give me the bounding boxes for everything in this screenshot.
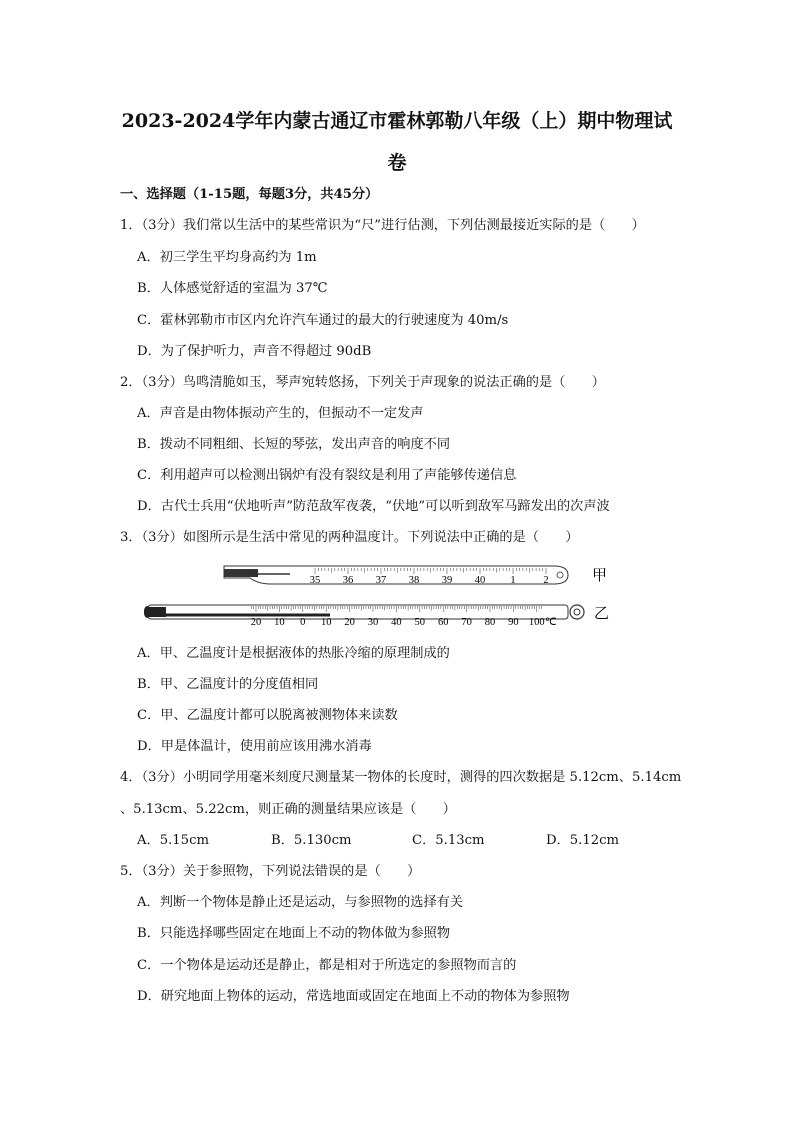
q2-option-b: B．拨动不同粗细、长短的琴弦，发出声音的响度不同 xyxy=(137,437,451,452)
lab-thermometer-yi xyxy=(144,605,584,628)
q1-option-b: B．人体感觉舒适的室温为 37℃ xyxy=(137,281,328,296)
jia-tick-label: 39 xyxy=(441,575,453,586)
yi-tick-label: ℃ xyxy=(544,617,557,628)
yi-tick-label: 60 xyxy=(437,617,449,628)
q5-option-a: A．判断一个物体是静止还是运动，与参照物的选择有关 xyxy=(137,895,464,910)
yi-tick-label: 20 xyxy=(250,617,262,628)
jia-tick-label: 35 xyxy=(309,575,321,586)
yi-tick-label: 0 xyxy=(300,617,306,628)
q4-stem-line1: 4．（3分）小明同学用毫米刻度尺测量某一物体的长度时，测得的四次数据是 5.12cm、5.14cm xyxy=(120,770,682,785)
thermometer-figure xyxy=(140,560,620,630)
yi-tick-label: 40 xyxy=(391,617,402,628)
jia-tick-label: 36 xyxy=(342,575,354,586)
q5-stem: 5．（3分）关于参照物，下列说法错误的是（ ） xyxy=(120,864,421,879)
yi-tick-label: 90 xyxy=(508,617,519,628)
q1-option-a: A．初三学生平均身高约为 1m xyxy=(137,250,317,265)
yi-tick-label: 50 xyxy=(414,617,426,628)
q4-option-d: D．5.12cm xyxy=(546,833,620,848)
q4-option-b: B．5.130cm xyxy=(271,833,352,848)
q3-option-c: C．甲、乙温度计都可以脱离被测物体来读数 xyxy=(137,708,398,723)
section-heading: 一、选择题（1-15题，每题3分，共45分） xyxy=(120,187,379,202)
q5-option-d: D．研究地面上物体的运动，常选地面或固定在地面上不动的物体为参照物 xyxy=(137,989,570,1004)
yi-tick-label: 80 xyxy=(484,617,496,628)
clinical-thermometer-jia xyxy=(224,566,568,586)
q4-stem-line2: 、5.13cm、5.22cm，则正确的测量结果应该是（ ） xyxy=(120,802,456,817)
q2-option-c: C．利用超声可以检测出锅炉有没有裂纹是利用了声能够传递信息 xyxy=(137,468,517,483)
yi-tick-label: 10 xyxy=(320,617,332,628)
jia-tick-label: 1 xyxy=(510,575,516,586)
q5-option-b: B．只能选择哪些固定在地面上不动的物体做为参照物 xyxy=(137,926,451,941)
q4-option-a: A．5.15cm xyxy=(137,833,209,848)
yi-label: 乙 xyxy=(594,606,610,622)
q2-option-a: A．声音是由物体振动产生的，但振动不一定发声 xyxy=(137,406,424,421)
jia-tick-label: 2 xyxy=(543,575,549,586)
q1-stem: 1．（3分）我们常以生活中的某些常识为“尺”进行估测，下列估测最接近实际的是（ ） xyxy=(120,218,645,233)
exam-title-line2: 卷 xyxy=(387,152,407,174)
exam-title-line1: 2023-2024学年内蒙古通辽市霍林郭勒八年级（上）期中物理试 xyxy=(121,110,673,132)
yi-tick-label: 70 xyxy=(461,617,472,628)
yi-tick-label: 10 xyxy=(274,617,285,628)
q4-option-c: C．5.13cm xyxy=(412,833,485,848)
q5-option-c: C．一个物体是运动还是静止，都是相对于所选定的参照物而言的 xyxy=(137,958,517,973)
q3-stem: 3．（3分）如图所示是生活中常见的两种温度计。下列说法中正确的是（ ） xyxy=(120,530,579,545)
yi-tick-label: 30 xyxy=(367,617,379,628)
q3-option-a: A．甲、乙温度计是根据液体的热胀冷缩的原理制成的 xyxy=(137,646,450,661)
q3-option-d: D．甲是体温计，使用前应该用沸水消毒 xyxy=(137,739,372,754)
q3-option-b: B．甲、乙温度计的分度值相同 xyxy=(137,677,319,692)
yi-tick-label: 20 xyxy=(344,617,355,628)
q2-option-d: D．古代士兵用“伏地听声”防范敌军夜袭，“伏地”可以听到敌军马蹄发出的次声波 xyxy=(137,499,610,514)
yi-tick-label: 100 xyxy=(528,617,545,628)
q2-stem: 2．（3分）鸟鸣清脆如玉，琴声宛转悠扬，下列关于声现象的说法正确的是（ ） xyxy=(120,375,605,390)
q1-option-c: C．霍林郭勒市市区内允许汽车通过的最大的行驶速度为 40m/s xyxy=(137,313,509,328)
q1-option-d: D．为了保护听力，声音不得超过 90dB xyxy=(137,344,372,359)
jia-tick-label: 40 xyxy=(474,575,486,586)
jia-label: 甲 xyxy=(592,568,608,584)
jia-tick-label: 38 xyxy=(408,575,420,586)
jia-tick-label: 37 xyxy=(375,575,387,586)
